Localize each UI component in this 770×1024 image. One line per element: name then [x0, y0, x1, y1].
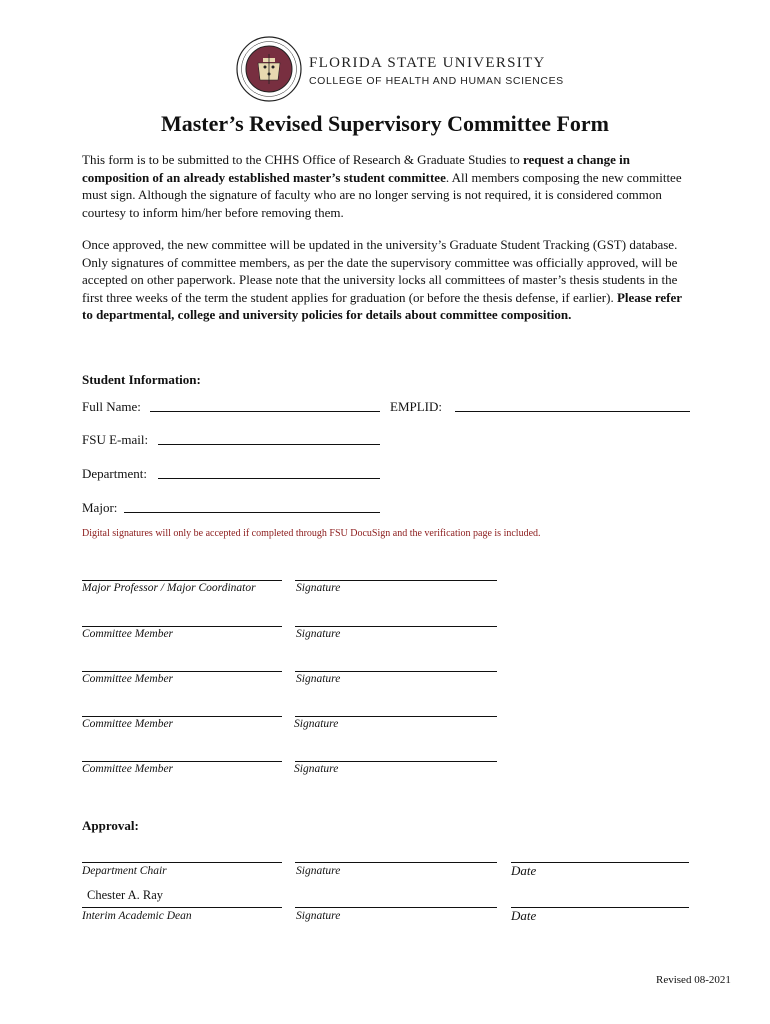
intro-p1-text-c: . All members composing the new committee must sign. Although the signature of faculty who are no longer serving is not required, it is considered common courtesy to inform him/her before removing them.: [82, 169, 682, 220]
committee-member-3-signature-line[interactable]: [295, 716, 497, 717]
emplid-field[interactable]: [455, 411, 690, 412]
department-chair-signature-line[interactable]: [295, 862, 497, 863]
full-name-label: Full Name:: [82, 399, 141, 414]
approval-heading: Approval:: [82, 818, 139, 833]
committee-member-2-signature-caption: Signature: [296, 673, 341, 685]
department-chair-signature-caption: Signature: [296, 865, 341, 877]
major-professor-signature-caption: Signature: [296, 582, 341, 594]
department-field[interactable]: [158, 478, 380, 479]
dean-signature-caption: Signature: [296, 910, 341, 922]
committee-member-4-signature-caption: Signature: [294, 763, 339, 775]
dean-name-line[interactable]: [82, 907, 282, 908]
intro-p2-bold: Please refer to departmental, college and university policies for details about committee composition.: [82, 289, 682, 322]
committee-member-3-signature-caption: Signature: [294, 718, 339, 730]
department-chair-date-caption: Date: [511, 863, 537, 878]
email-field[interactable]: [158, 444, 380, 445]
dean-name: Chester A. Ray: [87, 888, 164, 902]
dean-caption: Interim Academic Dean: [82, 910, 192, 922]
major-professor-name-line[interactable]: [82, 580, 282, 581]
department-chair-name-line[interactable]: [82, 862, 282, 863]
major-label: Major:: [82, 500, 118, 515]
intro-p2-text-a: Once approved, the new committee will be updated in the university’s Graduate Student Tracking (GST) database. Only signatures of committee members, as per the date the supervisory committee was officially approved, will be accepted on other paperwork. Please note that the university locks all committees of master’s thesis students in the first three weeks of the term the student applies for graduation (or before the thesis defense, if earlier).: [82, 237, 678, 305]
university-name: FLORIDA STATE UNIVERSITY: [309, 55, 546, 71]
fsu-seal-icon: [236, 36, 302, 102]
college-name: COLLEGE OF HEALTH AND HUMAN SCIENCES: [309, 75, 564, 87]
committee-member-2-caption: Committee Member: [82, 673, 174, 685]
committee-member-4-name-line[interactable]: [82, 761, 282, 762]
full-name-field[interactable]: [150, 411, 380, 412]
page-title: Master’s Revised Supervisory Committee Form: [160, 111, 609, 136]
committee-member-4-signature-line[interactable]: [295, 761, 497, 762]
intro-p1-bold: request a change in composition of an already established master’s student committee: [82, 152, 630, 185]
intro-p1-text-a: This form is to be submitted to the CHHS Office of Research & Graduate Studies to: [82, 152, 523, 167]
committee-member-2-name-line[interactable]: [82, 671, 282, 672]
committee-member-3-name-line[interactable]: [82, 716, 282, 717]
dean-date-caption: Date: [511, 908, 537, 923]
major-professor-signature-line[interactable]: [295, 580, 497, 581]
department-chair-caption: Department Chair: [82, 865, 167, 877]
committee-member-1-signature-caption: Signature: [296, 628, 341, 640]
emplid-label: EMPLID:: [390, 399, 442, 414]
committee-member-2-signature-line[interactable]: [295, 671, 497, 672]
department-chair-date-line[interactable]: [511, 862, 689, 863]
dean-date-line[interactable]: [511, 907, 689, 908]
student-info-heading: Student Information:: [82, 372, 201, 387]
intro-paragraph-1: [82, 151, 682, 221]
revision-label: Revised 08-2021: [656, 974, 731, 986]
committee-member-1-signature-line[interactable]: [295, 626, 497, 627]
intro-paragraph-2: [82, 236, 682, 324]
email-label: FSU E-mail:: [82, 432, 149, 447]
committee-member-4-caption: Committee Member: [82, 763, 174, 775]
major-professor-caption: Major Professor / Major Coordinator: [82, 582, 256, 594]
department-label: Department:: [82, 466, 147, 481]
major-field[interactable]: [124, 512, 380, 513]
dean-signature-line[interactable]: [295, 907, 497, 908]
docusign-notice: Digital signatures will only be accepted if completed through FSU DocuSign and the verification page is included.: [82, 528, 541, 539]
committee-member-3-caption: Committee Member: [82, 718, 174, 730]
committee-member-1-caption: Committee Member: [82, 628, 174, 640]
committee-member-1-name-line[interactable]: [82, 626, 282, 627]
